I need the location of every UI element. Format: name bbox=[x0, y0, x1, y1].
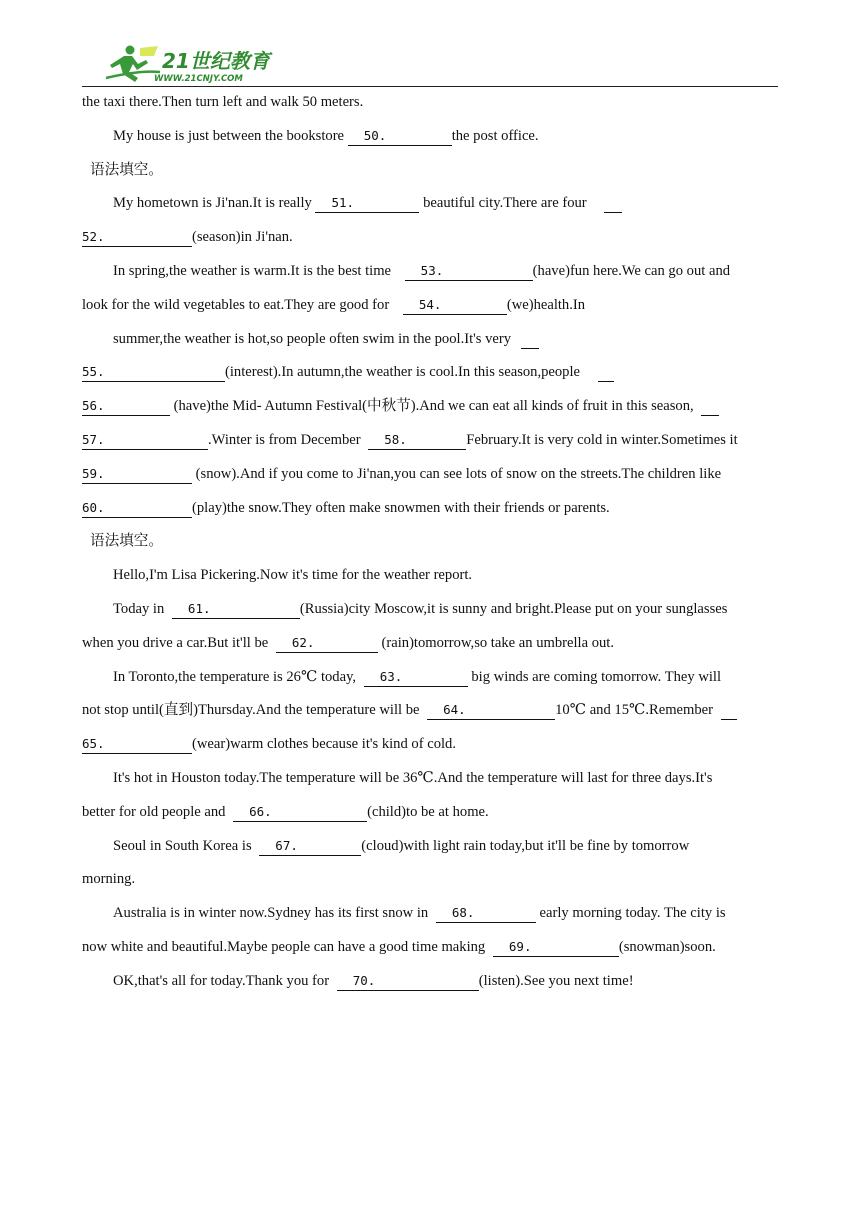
line-text: look for the wild vegetables to eat.They are good for bbox=[82, 296, 393, 313]
line-text: (we)health.In bbox=[506, 296, 586, 313]
blank-number: 70. bbox=[352, 972, 376, 988]
text-line bbox=[82, 492, 782, 526]
answer-blank[interactable] bbox=[436, 904, 536, 923]
exercise-content bbox=[82, 86, 782, 999]
line-text: It's hot in Houston today.The temperature will be 36℃.And the temperature will last for three days.It's bbox=[113, 769, 713, 786]
blank-number: 65. bbox=[82, 736, 105, 752]
line-text: OK,that's all for today.Thank you for bbox=[113, 972, 333, 989]
blank-number: 62. bbox=[291, 634, 315, 650]
line-text: morning. bbox=[82, 871, 136, 888]
blank-number: 64. bbox=[443, 702, 466, 718]
text-line bbox=[82, 863, 782, 897]
blank-number: 61. bbox=[187, 600, 211, 616]
answer-blank[interactable] bbox=[82, 228, 192, 247]
text-line bbox=[82, 221, 782, 255]
line-text: Australia is in winter now.Sydney has its first snow in bbox=[113, 905, 432, 922]
logo bbox=[100, 42, 280, 84]
line-text: 语法填空。 bbox=[90, 161, 163, 178]
line-text: In spring,the weather is warm.It is the best time bbox=[113, 262, 395, 279]
line-text: February.It is very cold in winter.Sometimes it bbox=[466, 431, 738, 448]
answer-blank[interactable] bbox=[82, 499, 192, 518]
text-line bbox=[82, 830, 782, 864]
answer-blank[interactable] bbox=[337, 972, 479, 991]
blank-number: 56. bbox=[82, 398, 105, 414]
line-text: big winds are coming tomorrow. They will bbox=[467, 668, 722, 685]
line-text: now white and beautiful.Maybe people can have a good time making bbox=[82, 938, 489, 955]
line-text: Today in bbox=[113, 600, 168, 617]
line-text: early morning today. The city is bbox=[535, 905, 726, 922]
line-text: not stop until(直到)Thursday.And the temperature will be bbox=[82, 702, 424, 719]
blank-underline[interactable] bbox=[701, 397, 719, 416]
text-line bbox=[82, 931, 782, 965]
blank-number: 52. bbox=[82, 229, 105, 245]
blank-number: 59. bbox=[82, 465, 105, 481]
line-text: (play)the snow.They often make snowmen with their friends or parents. bbox=[192, 499, 610, 516]
line-text: (child)to be at home. bbox=[367, 803, 489, 820]
answer-blank[interactable] bbox=[82, 397, 170, 416]
blank-number: 51. bbox=[331, 195, 355, 211]
blank-underline[interactable] bbox=[598, 363, 614, 382]
line-text: (Russia)city Moscow,it is sunny and bright.Please put on your sunglasses bbox=[299, 600, 728, 617]
answer-blank[interactable] bbox=[82, 363, 225, 382]
answer-blank[interactable] bbox=[315, 194, 419, 213]
answer-blank[interactable] bbox=[259, 837, 361, 856]
logo-text: 21世纪教育 bbox=[162, 49, 270, 73]
text-line bbox=[82, 965, 782, 999]
blank-number: 58. bbox=[384, 431, 407, 447]
line-text: My hometown is Ji'nan.It is really bbox=[113, 195, 316, 212]
line-text: Hello,I'm Lisa Pickering.Now it's time for the weather report. bbox=[113, 567, 473, 584]
answer-blank[interactable] bbox=[233, 803, 367, 822]
answer-blank[interactable] bbox=[348, 127, 452, 146]
logo-url: WWW.21CNJY.COM bbox=[154, 74, 243, 84]
answer-blank[interactable] bbox=[493, 938, 619, 957]
line-text: 10℃ and 15℃.Remember bbox=[555, 702, 717, 719]
blank-number: 68. bbox=[451, 905, 475, 921]
blank-number: 67. bbox=[275, 837, 298, 853]
blank-number: 66. bbox=[249, 803, 272, 819]
answer-blank[interactable] bbox=[172, 600, 300, 619]
text-line bbox=[82, 187, 782, 221]
line-text: 语法填空。 bbox=[90, 533, 163, 550]
answer-blank[interactable] bbox=[276, 634, 378, 653]
line-text: (cloud)with light rain today,but it'll be fine by tomorrow bbox=[361, 837, 690, 854]
text-line bbox=[82, 728, 782, 762]
answer-blank[interactable] bbox=[427, 701, 555, 720]
text-line bbox=[82, 458, 782, 492]
blank-number: 50. bbox=[363, 127, 387, 143]
blank-number: 60. bbox=[82, 499, 105, 515]
blank-number: 54. bbox=[418, 296, 442, 312]
text-line bbox=[82, 525, 782, 559]
line-text: the taxi there.Then turn left and walk 50 meters. bbox=[82, 94, 364, 110]
blank-number: 53. bbox=[420, 262, 444, 278]
line-text: when you drive a car.But it'll be bbox=[82, 634, 272, 651]
line-text: In Toronto,the temperature is 26℃ today, bbox=[113, 668, 360, 685]
line-text: (rain)tomorrow,so take an umbrella out. bbox=[377, 634, 615, 651]
answer-blank[interactable] bbox=[368, 431, 466, 450]
text-line bbox=[82, 593, 782, 627]
text-line bbox=[82, 897, 782, 931]
text-line bbox=[82, 255, 782, 289]
answer-blank[interactable] bbox=[403, 296, 507, 315]
answer-blank[interactable] bbox=[82, 431, 208, 450]
answer-blank[interactable] bbox=[82, 465, 192, 484]
answer-blank[interactable] bbox=[405, 262, 533, 281]
line-text: (snow).And if you come to Ji'nan,you can see lots of snow on the streets.The children like bbox=[192, 465, 722, 482]
line-text: (wear)warm clothes because it's kind of cold. bbox=[192, 736, 457, 753]
text-line bbox=[82, 154, 782, 188]
runner-icon bbox=[106, 46, 160, 83]
blank-number: 57. bbox=[82, 431, 105, 447]
blank-number: 69. bbox=[508, 938, 532, 954]
blank-underline[interactable] bbox=[721, 701, 737, 720]
line-text: (interest).In autumn,the weather is cool.In this season,people bbox=[225, 364, 584, 381]
text-line bbox=[82, 120, 782, 154]
line-text: summer,the weather is hot,so people often swim in the pool.It's very bbox=[113, 330, 515, 347]
line-text: better for old people and bbox=[82, 803, 230, 820]
text-line bbox=[82, 289, 782, 323]
line-text: the post office. bbox=[451, 127, 539, 144]
text-line bbox=[82, 559, 782, 593]
blank-underline[interactable] bbox=[521, 330, 539, 349]
text-line bbox=[82, 356, 782, 390]
text-line bbox=[82, 390, 782, 424]
line-text: .Winter is from December bbox=[208, 431, 365, 448]
text-line bbox=[82, 796, 782, 830]
line-text: (season)in Ji'nan. bbox=[192, 229, 293, 246]
text-line bbox=[82, 661, 782, 695]
blank-number: 55. bbox=[82, 364, 105, 380]
text-line bbox=[82, 323, 782, 357]
blank-number: 63. bbox=[379, 668, 403, 684]
answer-blank[interactable] bbox=[364, 668, 468, 687]
page-header bbox=[82, 40, 778, 87]
line-text: (have)the Mid- Autumn Festival(中秋节).And we can eat all kinds of fruit in this season, bbox=[170, 398, 698, 415]
blank-underline[interactable] bbox=[604, 194, 622, 213]
text-line bbox=[82, 627, 782, 661]
text-line bbox=[82, 762, 782, 796]
line-text: (listen).See you next time! bbox=[478, 972, 634, 989]
line-text: Seoul in South Korea is bbox=[113, 837, 256, 854]
text-line bbox=[82, 86, 782, 120]
answer-blank[interactable] bbox=[82, 735, 192, 754]
line-text: My house is just between the bookstore bbox=[113, 127, 348, 144]
line-text: beautiful city.There are four bbox=[419, 195, 591, 212]
text-line bbox=[82, 694, 782, 728]
line-text: (have)fun here.We can go out and bbox=[532, 262, 731, 279]
line-text: (snowman)soon. bbox=[618, 938, 716, 955]
text-line bbox=[82, 424, 782, 458]
